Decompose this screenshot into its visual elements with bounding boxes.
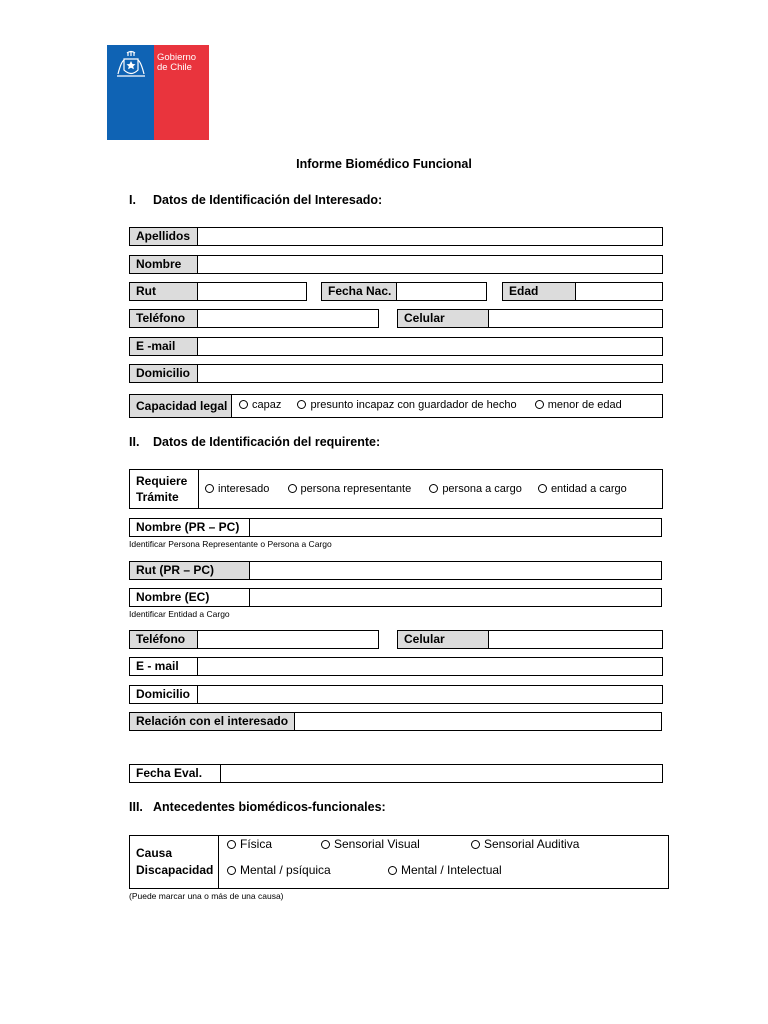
radio-interesado[interactable]: interesado [205,483,269,495]
radio-fisica[interactable]: Física [227,837,272,851]
gobierno-de-chile-logo [107,45,209,140]
radio-circle-icon [297,400,306,409]
apellidos-input[interactable] [197,227,663,246]
requirente-email-label: E - mail [129,657,198,676]
radio-mental-psiquica[interactable]: Mental / psíquica [227,863,331,877]
radio-sensorial-visual[interactable]: Sensorial Visual [321,837,420,851]
radio-circle-icon [227,866,236,875]
nombre-input[interactable] [197,255,663,274]
causa-discapacidad-label: Causa Discapacidad [136,846,214,877]
capacidad-legal-label: Capacidad legal [129,394,232,418]
edad-label: Edad [502,282,576,301]
radio-circle-icon [535,400,544,409]
radio-circle-icon [471,840,480,849]
section-1-heading: I. Datos de Identificación del Interesado: [129,193,383,207]
causa-row-2 [227,862,331,879]
radio-circle-icon [288,484,297,493]
requiere-tramite-radios [205,481,627,498]
telefono-input[interactable] [197,309,379,328]
radio-persona-a-cargo[interactable]: persona a cargo [429,483,522,495]
relacion-label: Relación con el interesado [129,712,295,731]
causa-divider [218,835,219,889]
celular-label: Celular [397,309,489,328]
radio-persona-representante[interactable]: persona representante [288,483,412,495]
fecha-eval-label: Fecha Eval. [129,764,221,783]
rut-label: Rut [129,282,198,301]
document-title: Informe Biomédico Funcional [296,157,472,171]
logo-text: Gobierno de Chile [157,52,197,73]
domicilio-label: Domicilio [129,364,198,383]
fecha-eval-input[interactable] [220,764,663,783]
radio-circle-icon [321,840,330,849]
email-input[interactable] [197,337,663,356]
nombre-label: Nombre [129,255,198,274]
radio-circle-icon [538,484,547,493]
nombre-ec-input[interactable] [249,588,662,607]
section-3-heading: III. Antecedentes biomédicos-funcionales: [129,800,386,814]
radio-circle-icon [205,484,214,493]
fecha-nac-label: Fecha Nac. [321,282,397,301]
coat-of-arms-icon [112,50,150,82]
relacion-input[interactable] [294,712,662,731]
requirente-telefono-input[interactable] [197,630,379,649]
rut-pr-pc-label: Rut (PR – PC) [129,561,250,580]
radio-mental-intelectual[interactable]: Mental / Intelectual [388,863,502,877]
celular-input[interactable] [488,309,663,328]
nombre-ec-note: Identificar Entidad a Cargo [129,609,230,619]
nombre-pr-pc-input[interactable] [249,518,662,537]
radio-presunto-incapaz[interactable]: presunto incapaz con guardador de hecho [297,399,516,411]
rut-input[interactable] [197,282,307,301]
edad-input[interactable] [575,282,663,301]
capacidad-legal-radios [239,397,622,414]
requirente-email-input[interactable] [197,657,663,676]
requirente-domicilio-label: Domicilio [129,685,198,704]
radio-capaz[interactable]: capaz [239,399,281,411]
radio-circle-icon [227,840,236,849]
requirente-domicilio-input[interactable] [197,685,663,704]
radio-circle-icon [388,866,397,875]
email-label: E -mail [129,337,198,356]
causa-note: (Puede marcar una o más de una causa) [129,891,284,901]
radio-circle-icon [239,400,248,409]
section-2-heading: II. Datos de Identificación del requirente: [129,435,381,449]
telefono-label: Teléfono [129,309,198,328]
nombre-ec-label: Nombre (EC) [129,588,250,607]
requirente-celular-input[interactable] [488,630,663,649]
radio-entidad-a-cargo[interactable]: entidad a cargo [538,483,627,495]
radio-circle-icon [429,484,438,493]
apellidos-label: Apellidos [129,227,198,246]
causa-row-1 [227,836,272,853]
nombre-pr-pc-note: Identificar Persona Representante o Persona a Cargo [129,539,332,549]
radio-sensorial-auditiva[interactable]: Sensorial Auditiva [471,837,579,851]
requiere-tramite-label: Requiere Trámite [129,469,199,509]
rut-pr-pc-input[interactable] [249,561,662,580]
requirente-celular-label: Celular [397,630,489,649]
radio-menor-de-edad[interactable]: menor de edad [535,399,622,411]
nombre-pr-pc-label: Nombre (PR – PC) [129,518,250,537]
fecha-nac-input[interactable] [396,282,487,301]
requirente-telefono-label: Teléfono [129,630,198,649]
domicilio-input[interactable] [197,364,663,383]
